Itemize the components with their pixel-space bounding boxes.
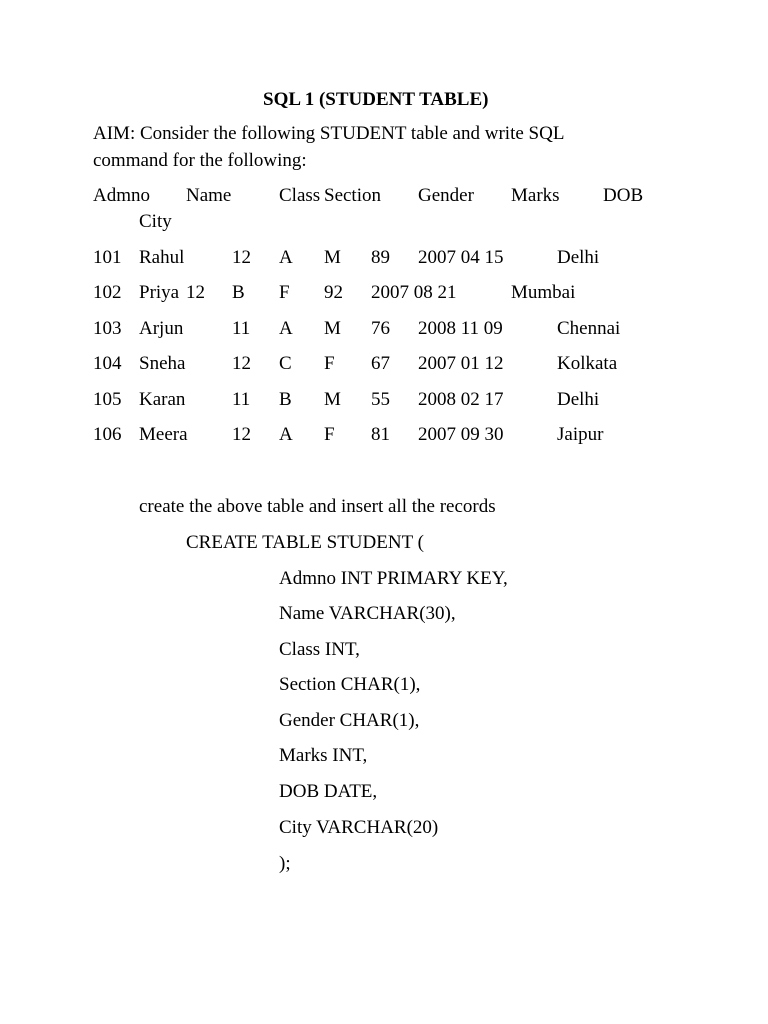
table-cell: Meera <box>139 424 188 445</box>
sql-column-line: City VARCHAR(20) <box>279 817 439 838</box>
table-cell: 106 <box>93 424 122 445</box>
table-cell: Mumbai <box>511 282 576 303</box>
sql-column-line: DOB DATE, <box>279 781 378 802</box>
table-cell: 12 <box>232 353 251 374</box>
table-cell: 12 <box>186 282 205 303</box>
table-cell: M <box>324 247 341 268</box>
table-cell: 11 <box>232 389 251 410</box>
sql-column-line: Marks INT, <box>279 745 368 766</box>
table-header-cell: Admno <box>93 185 150 206</box>
table-cell: A <box>279 318 293 339</box>
table-cell: 12 <box>232 424 251 445</box>
table-cell: 12 <box>232 247 251 268</box>
table-cell: 2007 01 12 <box>418 353 504 374</box>
sql-close-line: ); <box>279 853 291 874</box>
table-header-cell: Class <box>279 185 321 206</box>
table-cell: 104 <box>93 353 122 374</box>
table-cell: 102 <box>93 282 122 303</box>
table-header-cell: Marks <box>511 185 560 206</box>
table-cell: A <box>279 424 293 445</box>
table-cell: Rahul <box>139 247 185 268</box>
table-cell: 2008 02 17 <box>418 389 504 410</box>
sql-column-line: Admno INT PRIMARY KEY, <box>279 568 508 589</box>
table-header-cell: Gender <box>418 185 474 206</box>
aim-line-2: command for the following: <box>93 150 307 171</box>
table-cell: 2007 04 15 <box>418 247 504 268</box>
sql-column-line: Section CHAR(1), <box>279 674 421 695</box>
table-header-cell: Section <box>324 185 381 206</box>
table-cell: B <box>279 389 292 410</box>
table-cell: Delhi <box>557 389 600 410</box>
table-cell: Karan <box>139 389 186 410</box>
table-cell: Priya <box>139 282 180 303</box>
table-cell: F <box>279 282 290 303</box>
table-cell: Chennai <box>557 318 621 339</box>
sql-column-line: Gender CHAR(1), <box>279 710 420 731</box>
table-cell: 2008 11 09 <box>418 318 503 339</box>
sql-column-line: Class INT, <box>279 639 360 660</box>
table-cell: A <box>279 247 293 268</box>
table-header-cell: DOB <box>603 185 644 206</box>
table-cell: M <box>324 389 341 410</box>
table-cell: C <box>279 353 292 374</box>
table-cell: Kolkata <box>557 353 618 374</box>
table-cell: 76 <box>371 318 390 339</box>
table-cell: 92 <box>324 282 343 303</box>
page-title: SQL 1 (STUDENT TABLE) <box>263 89 489 110</box>
aim-line-1: AIM: Consider the following STUDENT table and write SQL <box>93 123 565 144</box>
table-cell: 2007 09 30 <box>418 424 504 445</box>
table-cell: Jaipur <box>557 424 604 445</box>
table-cell: B <box>232 282 245 303</box>
table-cell: 81 <box>371 424 390 445</box>
instruction-text: create the above table and insert all the records <box>139 496 496 517</box>
table-cell: 55 <box>371 389 390 410</box>
table-cell: 101 <box>93 247 122 268</box>
sql-column-line: Name VARCHAR(30), <box>279 603 456 624</box>
table-cell: 67 <box>371 353 390 374</box>
table-header-cell: City <box>139 211 172 232</box>
table-cell: 103 <box>93 318 122 339</box>
table-header-cell: Name <box>186 185 232 206</box>
table-cell: F <box>324 353 335 374</box>
sql-create-line: CREATE TABLE STUDENT ( <box>186 532 424 553</box>
table-cell: 105 <box>93 389 122 410</box>
table-cell: F <box>324 424 335 445</box>
table-cell: 11 <box>232 318 251 339</box>
table-cell: M <box>324 318 341 339</box>
table-cell: Sneha <box>139 353 186 374</box>
table-cell: Arjun <box>139 318 184 339</box>
table-cell: Delhi <box>557 247 600 268</box>
table-cell: 89 <box>371 247 390 268</box>
table-cell: 2007 08 21 <box>371 282 457 303</box>
